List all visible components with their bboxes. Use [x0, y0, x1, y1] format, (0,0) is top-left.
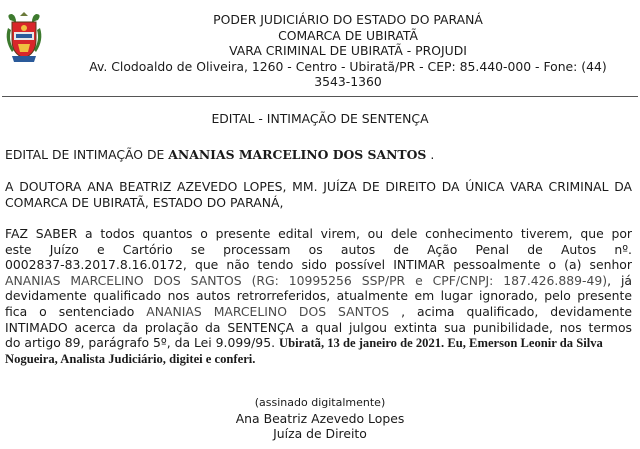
- signature-block: [0, 395, 640, 442]
- header-court: PODER JUDICIÁRIO DO ESTADO DO PARANÁ: [213, 12, 483, 27]
- body-line: [5, 304, 632, 320]
- parana-coat-of-arms-icon: [4, 10, 44, 64]
- intro-name: ANANIAS MARCELINO DOS SANTOS: [168, 147, 427, 162]
- body-fragment: , já: [607, 272, 633, 288]
- body-line: FAZ SABER a todos quantos o presente edital virem, ou dele conhecimento tiverem, que por: [5, 226, 632, 241]
- body-line: 0002837-83.2017.8.16.0172, que não tendo sido possível INTIMAR pessoalmente o (a) senhor: [5, 257, 632, 273]
- signature-role: Juíza de Direito: [273, 426, 367, 442]
- intro-prefix: EDITAL DE INTIMAÇÃO DE: [5, 147, 165, 162]
- defendant-name: ANANIAS MARCELINO DOS SANTOS: [146, 303, 390, 319]
- date-and-clerk: Ubiratã, 13 de janeiro de 2021. Eu, Emerson Leonir da Silva: [278, 336, 603, 351]
- body-fragment: , acima qualificado, devidamente: [401, 303, 632, 319]
- header-divider: [2, 96, 638, 97]
- header-address: Av. Clodoaldo de Oliveira, 1260 - Centro - Ubiratã/PR - CEP: 85.440-000 - Fone: (44): [89, 58, 607, 74]
- signature-note: (assinado digitalmente): [254, 396, 386, 409]
- signature-name: Ana Beatriz Azevedo Lopes: [235, 410, 405, 426]
- defendant-identification: ANANIAS MARCELINO DOS SANTOS (RG: 10995256 SSP/PR e CPF/CNPJ: 187.426.889-49): [5, 272, 608, 288]
- document-header: [0, 8, 640, 96]
- body-line: [5, 273, 632, 289]
- body-line: este Juízo e Cartório se processam os autos de Ação Penal de Autos nº.: [5, 241, 632, 257]
- body-line: devidamente qualificado nos autos retrorreferidos, atualmente em lugar ignorado, pelo presente: [5, 288, 632, 304]
- authority-paragraph: A DOUTORA ANA BEATRIZ AZEVEDO LOPES, MM. JUÍZA DE DIREITO DA ÚNICA VARA CRIMINAL DA COMARCA DE UBIRATÃ, ESTADO DO PARANÁ,: [5, 179, 632, 210]
- header-phone-continued: 3543-1360: [314, 74, 382, 90]
- body-paragraph: [5, 226, 632, 367]
- header-district: COMARCA DE UBIRATÃ: [278, 27, 418, 43]
- body-fragment: fica o sentenciado: [5, 303, 135, 319]
- body-line: INTIMADO acerca da prolação da SENTENÇA a qual julgou extinta sua punibilidade, nos termos: [5, 319, 632, 335]
- clerk-line: Nogueira, Analista Judiciário, digitei e conferi.: [5, 351, 256, 366]
- body-fragment: do artigo 89, parágrafo 5º, da Lei 9.099/95.: [5, 335, 276, 351]
- intro-suffix: .: [430, 147, 435, 162]
- header-text: [58, 12, 638, 90]
- intro-line: [5, 147, 632, 163]
- header-court-division: VARA CRIMINAL DE UBIRATÃ - PROJUDI: [229, 43, 467, 59]
- body-line: [5, 335, 632, 352]
- document-title: EDITAL - INTIMAÇÃO DE SENTENÇA: [211, 111, 429, 126]
